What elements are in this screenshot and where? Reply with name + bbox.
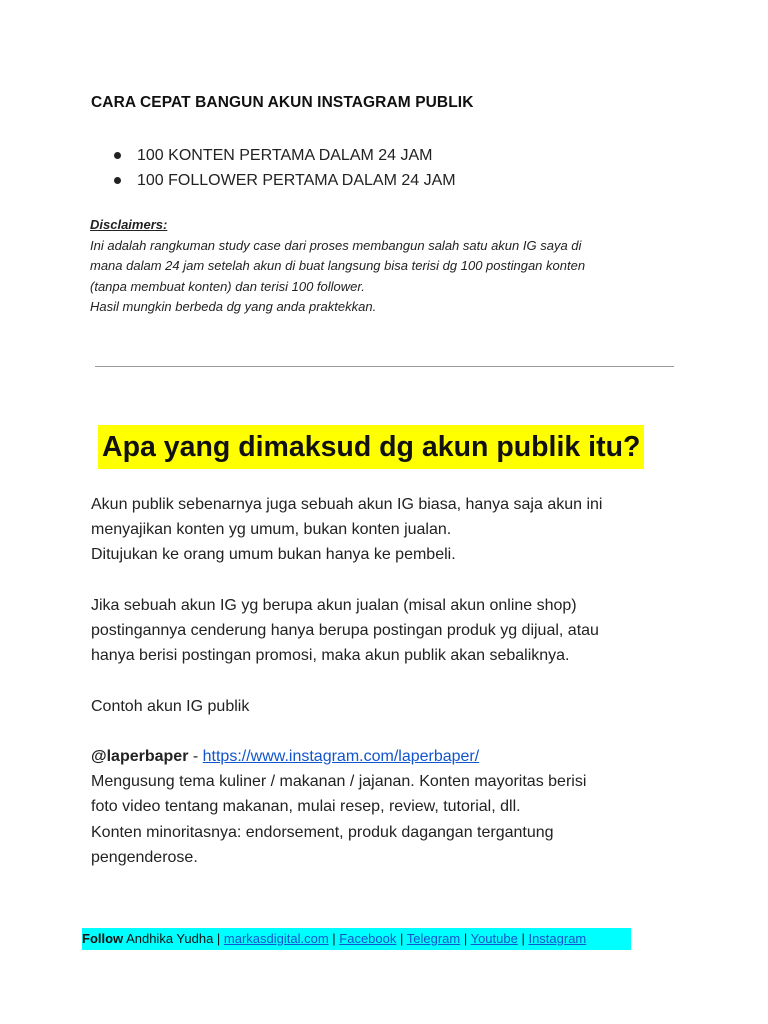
instagram-footer-link[interactable]: Instagram [528, 931, 587, 946]
example-separator: - [188, 747, 203, 765]
footer-separator: | [517, 931, 529, 946]
example-handle: @laperbaper [91, 747, 189, 765]
disclaimer-line: mana dalam 24 jam setelah akun di buat langsung bisa terisi dg 100 postingan konten [90, 258, 586, 273]
follow-label: Follow [82, 931, 124, 946]
bullet-list [110, 143, 456, 193]
body-line: Konten minoritasnya: endorsement, produk dagangan tergantung [91, 823, 554, 841]
disclaimer-line: Hasil mungkin berbeda dg yang anda praktekkan. [90, 299, 377, 314]
youtube-link[interactable]: Youtube [470, 931, 518, 946]
body-line: Mengusung tema kuliner / makanan / jajanan. Konten mayoritas berisi [91, 773, 587, 791]
body-line: Akun publik sebenarnya juga sebuah akun IG biasa, hanya saja akun ini [91, 496, 603, 513]
example-label: Contoh akun IG publik [91, 697, 250, 715]
disclaimer-heading: Disclaimers: [90, 217, 168, 232]
list-item [110, 143, 456, 168]
bullet-text: 100 KONTEN PERTAMA DALAM 24 JAM [137, 147, 433, 164]
footer-follow-bar [82, 928, 631, 950]
bullet-icon [114, 177, 121, 184]
disclaimer-line: (tanpa membuat konten) dan terisi 100 follower. [90, 278, 365, 294]
instagram-link[interactable]: https://www.instagram.com/laperbaper/ [202, 747, 480, 765]
author-name: Andhika Yudha | [123, 931, 224, 946]
body-line: menyajikan konten yg umum, bukan konten jualan. [91, 521, 452, 539]
section-heading: Apa yang dimaksud dg akun publik itu? [98, 425, 644, 469]
body-line: pengenderose. [91, 848, 198, 866]
footer-separator: | [460, 931, 471, 946]
disclaimer-block [90, 215, 690, 318]
list-item [110, 168, 456, 193]
footer-separator: | [328, 931, 340, 946]
example-line [91, 744, 691, 769]
document-title: CARA CEPAT BANGUN AKUN INSTAGRAM PUBLIK [91, 94, 474, 111]
telegram-link[interactable]: Telegram [406, 931, 461, 946]
facebook-link[interactable]: Facebook [339, 931, 397, 946]
body-text [91, 492, 691, 870]
body-line: hanya berisi postingan promosi, maka akun publik akan sebaliknya. [91, 647, 570, 665]
body-line: postingannya cenderung hanya berupa postingan produk yg dijual, atau [91, 622, 599, 639]
bullet-text: 100 FOLLOWER PERTAMA DALAM 24 JAM [137, 172, 456, 189]
horizontal-divider [95, 366, 674, 367]
bullet-icon [114, 152, 121, 159]
footer-separator: | [396, 931, 407, 946]
markasdigital-link[interactable]: markasdigital.com [223, 931, 329, 946]
body-line: Jika sebuah akun IG yg berupa akun jualan (misal akun online shop) [91, 596, 577, 614]
disclaimer-line: Ini adalah rangkuman study case dari proses membangun salah satu akun IG saya di [90, 237, 582, 253]
body-line: foto video tentang makanan, mulai resep, review, tutorial, dll. [91, 798, 521, 816]
body-line: Ditujukan ke orang umum bukan hanya ke pembeli. [91, 546, 456, 564]
